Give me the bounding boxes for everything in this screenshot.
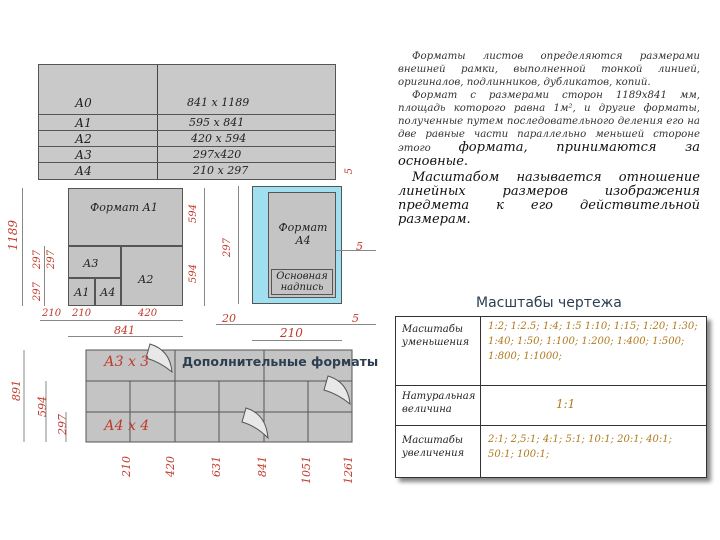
format-size: 297x420 bbox=[193, 148, 242, 161]
format-name: А3 bbox=[75, 148, 92, 162]
sheet-a3-label: А3 bbox=[83, 257, 99, 270]
format-size: 420 x 594 bbox=[191, 132, 247, 145]
format-name: А4 bbox=[75, 164, 92, 178]
scale-label: Масштабы увеличения bbox=[402, 435, 465, 459]
sheet-a4-label: А4 bbox=[100, 286, 116, 299]
sheet-a2-label: А2 bbox=[138, 273, 154, 286]
format-size: 595 x 841 bbox=[189, 116, 245, 129]
dim-594b: 594 bbox=[188, 264, 199, 284]
a4x4-label: А4 x 4 bbox=[104, 418, 150, 434]
dim-bottom-631: 631 bbox=[210, 456, 223, 477]
description-paragraph bbox=[398, 171, 700, 227]
dim-bottom-210: 210 bbox=[120, 456, 133, 477]
description-text-part: Формат с размерами сторон 1189x841 мм, площадь которого равна 1м², и другие форматы, полученные путем последовательного деления его на две равные части параллельно меньшей стороне этого bbox=[398, 90, 700, 154]
dim-line bbox=[204, 188, 205, 306]
dim-a4-20: 20 bbox=[222, 312, 236, 325]
table-row bbox=[39, 114, 335, 131]
dim-a4-top5: 5 bbox=[344, 168, 355, 175]
scale-label: Натуральная величина bbox=[402, 391, 476, 415]
dim-210b: 210 bbox=[72, 308, 92, 319]
dim-bottom-420: 420 bbox=[164, 456, 177, 477]
dim-bottom-1051: 1051 bbox=[300, 456, 313, 484]
format-size: 210 x 297 bbox=[193, 164, 249, 177]
scales-title: Масштабы чертежа bbox=[476, 295, 622, 311]
table-row bbox=[39, 146, 335, 163]
sheet-a4-right bbox=[95, 278, 121, 306]
table-row bbox=[39, 64, 335, 114]
extra-formats-title: Дополнительные форматы bbox=[182, 354, 379, 369]
format-size: 841 x 1189 bbox=[187, 96, 250, 109]
table-row bbox=[39, 162, 335, 179]
scale-definition: называется отношение линейных размеров изображения предмета к его действительной размерам. bbox=[398, 170, 700, 227]
description-text-emphasis: формата, принимаются за основные. bbox=[398, 140, 700, 169]
dim-line bbox=[44, 246, 45, 306]
a3x3-label: А3 x 3 bbox=[104, 354, 150, 370]
sheet-a2 bbox=[121, 246, 183, 306]
sheet-a1-label: Формат А1 bbox=[90, 201, 158, 214]
dim-297c: 297 bbox=[32, 282, 43, 302]
a4-title: Формат А4 bbox=[278, 221, 328, 247]
description-text bbox=[398, 50, 700, 227]
dim-297b: 297 bbox=[46, 250, 57, 270]
scale-values: 2:1; 2,5:1; 4:1; 5:1; 10:1; 20:1; 40:1; 50:1; 100:1; bbox=[488, 434, 672, 460]
sheet-a1s-label: А1 bbox=[74, 286, 90, 299]
dim-594: 594 bbox=[36, 396, 49, 417]
dim-a4-mid5: 5 bbox=[356, 240, 363, 253]
scale-term: Масштабом bbox=[412, 170, 500, 185]
format-name: А0 bbox=[75, 96, 92, 110]
dim-line bbox=[22, 188, 23, 306]
sheet-a4-left bbox=[68, 278, 95, 306]
scales-table bbox=[395, 316, 707, 478]
scale-values: 1:1 bbox=[556, 397, 576, 411]
formats-table bbox=[38, 64, 336, 180]
dim-bottom-841: 841 bbox=[256, 456, 269, 477]
dim-841: 841 bbox=[114, 324, 135, 337]
dim-a4-210: 210 bbox=[280, 326, 303, 340]
dim-297: 297 bbox=[56, 414, 69, 435]
format-name: А1 bbox=[75, 116, 92, 130]
table-row bbox=[396, 385, 706, 426]
dim-594a: 594 bbox=[188, 204, 199, 224]
dim-line bbox=[238, 186, 239, 304]
table-row bbox=[396, 317, 706, 385]
dim-a4-right5: 5 bbox=[352, 312, 359, 325]
dim-line bbox=[40, 320, 183, 321]
dim-a4-297: 297 bbox=[222, 238, 233, 258]
format-name: А2 bbox=[75, 132, 92, 146]
dim-1189: 1189 bbox=[6, 220, 20, 251]
description-paragraph: Форматы листов определяются размерами внешней рамки, выполненной тонкой линией, оригиналов, подлинников, дубликатов, копий. bbox=[398, 51, 700, 88]
dim-420: 420 bbox=[138, 308, 158, 319]
description-paragraph bbox=[398, 89, 700, 169]
table-row bbox=[396, 425, 706, 478]
title-block-label: Основная надпись bbox=[276, 271, 328, 293]
dim-bottom-1261: 1261 bbox=[342, 456, 355, 484]
a4-sheet-inner bbox=[268, 192, 336, 298]
dim-210a: 210 bbox=[42, 308, 62, 319]
scale-values: 1:2; 1:2.5; 1:4; 1:5 1:10; 1:15; 1:20; 1:30; 1:40; 1:50; 1:100; 1:200; 1:400; 1:500; 1:800; 1:1000; bbox=[488, 321, 698, 362]
dim-891: 891 bbox=[10, 380, 23, 401]
sheet-a1 bbox=[68, 188, 183, 246]
table-row bbox=[39, 130, 335, 147]
dim-297a: 297 bbox=[32, 250, 43, 270]
title-block bbox=[271, 269, 333, 295]
sheet-a3 bbox=[68, 246, 121, 278]
scale-label: Масштабы уменьшения bbox=[402, 324, 470, 348]
